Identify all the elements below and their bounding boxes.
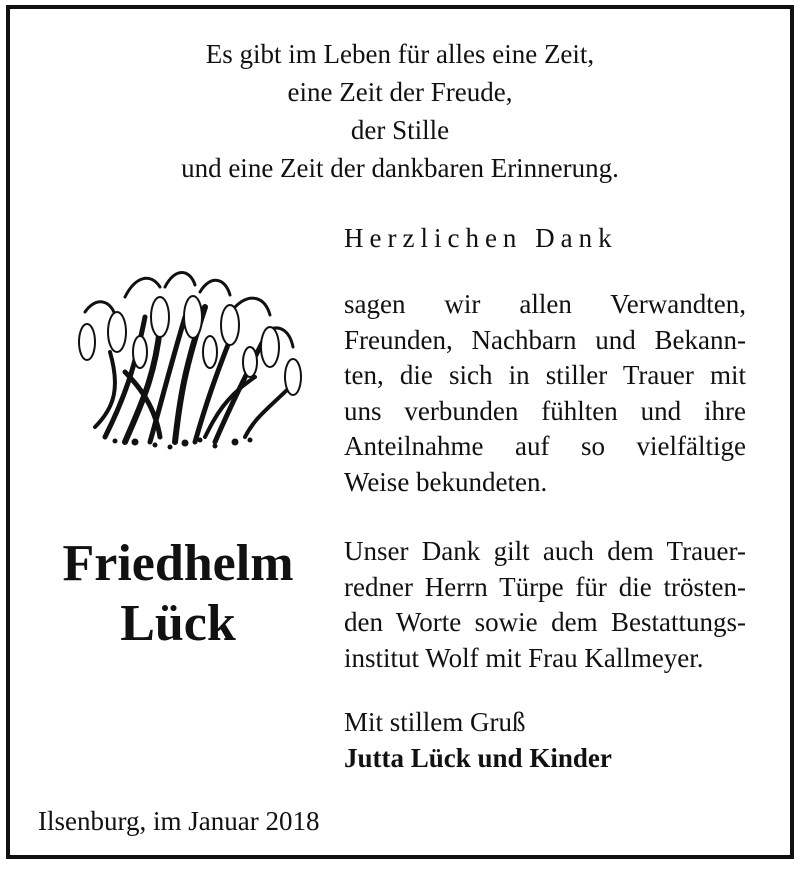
thanks-paragraph-1 xyxy=(344,287,746,500)
text-line: institut Wolf mit Frau Kallmeyer. xyxy=(344,642,704,673)
text-line: uns verbunden fühlten und ihre xyxy=(344,395,746,426)
text-line: Freunden, Nachbarn und Bekann- xyxy=(344,324,746,355)
obituary-frame xyxy=(6,5,794,859)
poem-line: eine Zeit der Freude, xyxy=(287,77,513,107)
snowdrop-flowers-icon xyxy=(65,257,305,452)
thanks-paragraph-2 xyxy=(344,534,746,676)
poem-line: Es gibt im Leben für alles eine Zeit, xyxy=(205,39,595,69)
deceased-name xyxy=(28,534,328,654)
text-line: ten, die sich in stiller Trauer mit xyxy=(344,360,746,390)
text-line: redner Herrn Türpe für die trösten- xyxy=(344,571,746,602)
last-name: Lück xyxy=(120,595,236,652)
text-line: Unser Dank gilt auch dem Trauer- xyxy=(344,536,746,566)
greeting-block xyxy=(344,704,612,776)
text-line: sagen wir allen Verwandten, xyxy=(344,289,746,319)
thanks-heading: Herzlichen Dank xyxy=(344,223,618,253)
text-line: Weise bekundeten. xyxy=(344,466,548,497)
place-date: Ilsenburg, im Januar 2018 xyxy=(38,806,320,836)
signature: Jutta Lück und Kinder xyxy=(344,743,612,773)
poem-line: der Stille xyxy=(350,115,450,145)
greeting: Mit stillem Gruß xyxy=(344,707,526,737)
text-line: Anteilnahme auf so vielfältige xyxy=(344,431,746,461)
first-name: Friedhelm xyxy=(62,535,294,592)
text-line: den Worte sowie dem Bestattungs- xyxy=(344,607,746,637)
poem-line: und eine Zeit der dankbaren Erinnerung. xyxy=(181,153,619,183)
poem xyxy=(10,35,790,187)
